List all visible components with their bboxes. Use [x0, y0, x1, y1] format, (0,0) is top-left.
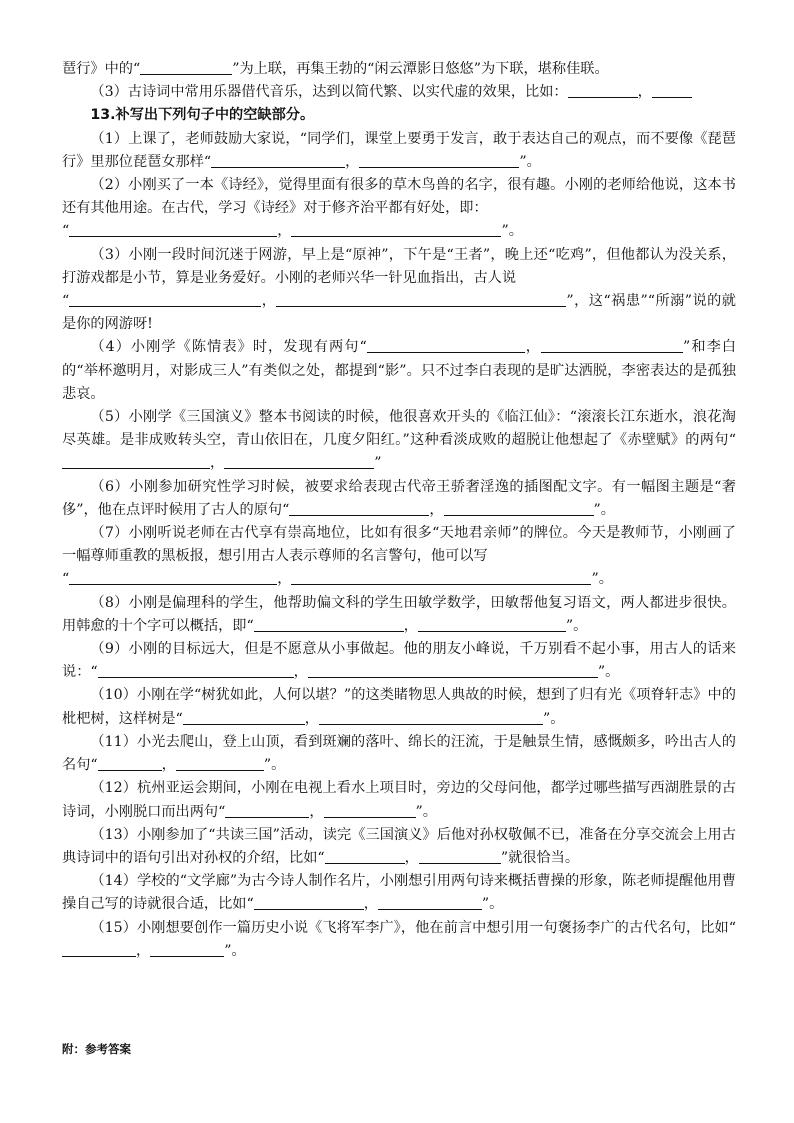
blank[interactable]	[225, 803, 309, 818]
item-9: （9）小刚的目标远大，但是不愿意从小事做起。他的朋友小峰说，千万别看不起小事，用古人的话来说：“ ， ”。	[62, 641, 736, 681]
item-3-blanks: “ ， ”，这“祸患”“所溺”说的就是你的网游呀!	[62, 293, 736, 333]
blank[interactable]	[319, 710, 543, 725]
item-1: （1）上课了，老师鼓励大家说，“同学们，课堂上要勇于发言，敢于表达自己的观点，而不要像《琵琶行》里那位琵琶女那样“ ， ”。	[62, 130, 736, 170]
blank[interactable]	[289, 501, 429, 516]
item-7-blanks: “ ， ”。	[62, 571, 613, 588]
item-11: （11）小光去爬山，登上山顶，看到斑斓的落叶、绵长的汪流，于是触景生情，感慨颇多，吟出古人的名句“ ， ”。	[62, 733, 736, 774]
question-13-title: 13.补写出下列句子中的空缺部分。	[90, 107, 315, 124]
blank[interactable]	[367, 338, 525, 353]
blank[interactable]	[324, 803, 416, 818]
blank[interactable]	[254, 895, 364, 910]
blank[interactable]	[98, 663, 294, 678]
para-pipa-couplet: 琶行》中的“ ”为上联，再集王勃的“闲云潭影日悠悠”为下联，堪称佳联。	[62, 61, 609, 77]
item-5: （5）小刚学《三国演义》整本书阅读的时候，他很喜欢开头的《临江仙》：“滚滚长江东逝水，浪花淘尽英雄。是非成败转头空，青山依旧在，几度夕阳红。”这种看淡成败的超脱让他想起了《赤壁赋》的两句“， ”	[62, 409, 736, 472]
item-2-blanks: “ ， ”。	[62, 223, 523, 240]
item-8: （8）小刚是偏理科的学生，他帮助偏文科的学生田敏学数学，田敏帮他复习语文，两人都进步很快。用韩愈的十个字可以概括，即“ ， ”。	[62, 594, 736, 634]
blank[interactable]	[69, 570, 277, 585]
item-10: （10）小刚在学“树犹如此，人何以堪？”的这类睹物思人典故的时候，想到了归有光《项脊轩志》中的枇杷树，这样树是“ ， ”。	[62, 687, 736, 727]
item-2: （2）小刚买了一本《诗经》，觉得里面有很多的草木鸟兽的名字，很有趣。小刚的老师给他说，这本书还有其他用途。在古代，学习《诗经》对于修齐治平都有好处，即：	[62, 177, 736, 217]
blank[interactable]	[176, 756, 264, 771]
blank[interactable]	[419, 849, 501, 864]
blank[interactable]	[69, 222, 277, 237]
item-6: （6）小刚参加研究性学习时候，被要求给表现古代帝王骄奢淫逸的插图配文字。有一幅图主题是“奢侈”，他在点评时候用了古人的原句“ ， ”。	[62, 478, 736, 518]
worksheet-body	[62, 58, 736, 963]
blank[interactable]	[418, 617, 566, 632]
blank[interactable]	[325, 849, 405, 864]
item-13: （13）小刚参加了“共读三国”活动，读完《三国演义》后他对孙权敬佩不已，准备在分享交流会上用古典诗词中的语句引出对孙权的介绍，比如“ ， ”就很恰当。	[62, 826, 736, 866]
blank[interactable]	[183, 710, 305, 725]
blank[interactable]	[276, 292, 566, 307]
blank[interactable]	[308, 663, 598, 678]
item-7: （7）小刚听说老师在古代享有崇高地位，比如有很多“天地君亲师”的牌位。今天是教师节，小刚画了一幅尊师重教的黑板报，想引用古人表示尊师的名言警句，他可以写	[62, 525, 736, 565]
item-4: （4）小刚学《陈情表》时，发现有两句“ ， ”和李白的“举杯邀明月，对影成三人”有类似之处，都提到“影”。只不过李白表现的是旷达洒脱，李密表达的是孤独悲哀。	[62, 339, 736, 402]
blank[interactable]	[568, 83, 638, 98]
blank[interactable]	[444, 501, 594, 516]
blank[interactable]	[62, 942, 136, 957]
blank[interactable]	[62, 454, 210, 469]
item-12: （12）杭州亚运会期间，小刚在电视上看水上项目时，旁边的父母问他，都学过哪些描写西湖胜景的古诗词，小刚脱口而出两句“ ， ”。	[62, 780, 736, 820]
blank[interactable]	[211, 153, 345, 168]
item-3: （3）小刚一段时间沉迷于网游，早上是“原神”，下午是“王者”，晚上还“吃鸡”，但他都认为没关系，打游戏都是小节，算是业务爱好。小刚的老师兴华一针见血指出，古人说	[62, 246, 736, 286]
blank[interactable]	[652, 83, 692, 98]
blank[interactable]	[359, 153, 519, 168]
blank[interactable]	[291, 570, 591, 585]
blank[interactable]	[378, 895, 482, 910]
blank[interactable]	[150, 942, 224, 957]
blank[interactable]	[254, 617, 404, 632]
answer-key-footer: 附：参考答案	[62, 1042, 131, 1056]
blank[interactable]	[291, 222, 501, 237]
blank[interactable]	[69, 292, 261, 307]
para-q12-3: （3）古诗词中常用乐器借代音乐，达到以简代繁、以实代虚的效果，比如： ，	[62, 81, 736, 104]
blank[interactable]	[140, 60, 232, 75]
item-15: （15）小刚想要创作一篇历史小说《飞将军李广》，他在前言中想引用一句褒扬李广的古代名句，比如“， ”。	[62, 917, 736, 963]
blank[interactable]	[541, 338, 683, 353]
blank[interactable]	[224, 454, 374, 469]
blank[interactable]	[98, 756, 162, 771]
item-14: （14）学校的“文学廊”为古今诗人制作名片，小刚想引用两句诗来概括曹操的形象，陈老师提醒他用曹操自己写的诗就很合适，比如“ ， ”。	[62, 873, 736, 913]
